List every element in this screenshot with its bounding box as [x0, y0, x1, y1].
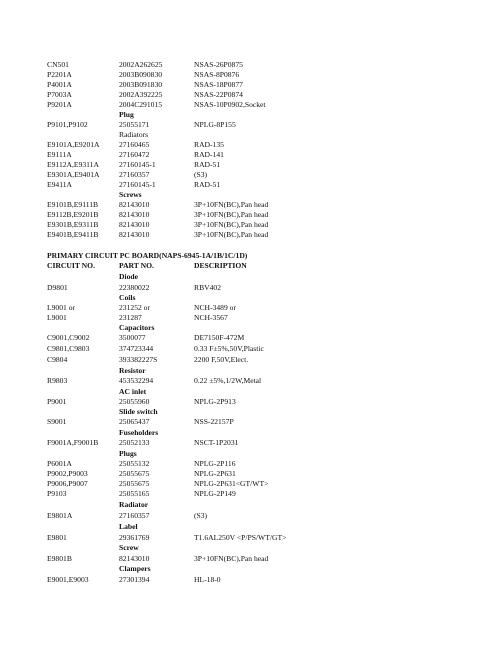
- part-row: [0, 210, 500, 220]
- category-heading: [0, 522, 500, 532]
- part-row: [0, 90, 500, 100]
- part-row: [0, 511, 500, 521]
- part-no: 27160465: [119, 140, 150, 149]
- part-row: [0, 479, 500, 489]
- description: T1.6AL250V <P/PS/WT/GT>: [194, 533, 287, 542]
- part-row: [0, 438, 500, 448]
- description: RBV402: [194, 283, 222, 292]
- description: NPLG-2P913: [194, 397, 236, 406]
- circuit-no: P9002,P9003: [47, 469, 88, 478]
- category-heading: [0, 366, 500, 376]
- part-no: 82143010: [119, 220, 150, 229]
- circuit-no: E9111A: [47, 150, 72, 159]
- part-no: 22380022: [119, 283, 150, 292]
- circuit-no: E9411A: [47, 180, 73, 189]
- description: 0.33 F±5%,50V,Plastic: [194, 344, 264, 353]
- part-no: 393382227S: [119, 355, 158, 364]
- header-description: DESCRIPTION: [194, 261, 247, 270]
- part-no: 27301394: [119, 575, 150, 584]
- category-heading: [0, 110, 500, 120]
- category-label: Resistor: [119, 366, 146, 375]
- category-label: Clampers: [119, 564, 151, 573]
- category-label: Plug: [119, 110, 134, 119]
- part-row: [0, 160, 500, 170]
- part-row: [0, 283, 500, 293]
- circuit-no: E9101A,E9201A: [47, 140, 100, 149]
- category-label: Diode: [119, 272, 138, 281]
- circuit-no: P6001A: [47, 459, 72, 468]
- circuit-no: P7003A: [47, 90, 72, 99]
- part-row: [0, 344, 500, 354]
- part-no: 2004C291015: [119, 100, 163, 109]
- circuit-no: P9101,P9102: [47, 120, 88, 129]
- part-no: 231252 or: [119, 303, 151, 312]
- circuit-no: P9006,P9007: [47, 479, 88, 488]
- description: 0.22 ±5%,1/2W,Metal: [194, 376, 262, 385]
- category-heading: [0, 428, 500, 438]
- part-no: 2003B090830: [119, 70, 163, 79]
- part-no: 374723344: [119, 344, 154, 353]
- part-no: 25055165: [119, 489, 150, 498]
- description: NSAS-26P0875: [194, 60, 243, 69]
- circuit-no: F9001A,F9001B: [47, 438, 99, 447]
- part-no: 25065437: [119, 417, 150, 426]
- description: 3P+10FN(BC),Pan head: [194, 230, 269, 239]
- description: RAD-51: [194, 160, 221, 169]
- circuit-no: E9112A,E9311A: [47, 160, 99, 169]
- part-row: [0, 376, 500, 386]
- category-heading: [0, 272, 500, 282]
- header-circuit-no: CIRCUIT NO.: [47, 261, 95, 270]
- circuit-no: C9801,C9803: [47, 344, 90, 353]
- circuit-no: C9804: [47, 355, 68, 364]
- description: HL-18-0: [194, 575, 221, 584]
- circuit-no: P4001A: [47, 80, 72, 89]
- part-no: 27160145-1: [119, 180, 156, 189]
- category-label: Radiators: [119, 130, 149, 139]
- description: 3P+10FN(BC),Pan head: [194, 554, 269, 563]
- part-row: [0, 150, 500, 160]
- category-heading: [0, 387, 500, 397]
- part-no: 27160145-1: [119, 160, 156, 169]
- part-row: [0, 489, 500, 499]
- part-row: [0, 533, 500, 543]
- part-no: 453532294: [119, 376, 154, 385]
- part-row: [0, 60, 500, 70]
- part-no: 27160357: [119, 170, 150, 179]
- circuit-no: R9803: [47, 376, 68, 385]
- circuit-no: L9001: [47, 313, 67, 322]
- part-row: [0, 313, 500, 323]
- part-row: [0, 355, 500, 365]
- part-no: 82143010: [119, 554, 150, 563]
- part-no: 2002A262625: [119, 60, 163, 69]
- category-label: Capacitors: [119, 323, 155, 332]
- circuit-no: E9401B,E9411B: [47, 230, 99, 239]
- part-row: [0, 303, 500, 313]
- circuit-no: E9001,E9003: [47, 575, 89, 584]
- description: NPLG-2P149: [194, 489, 236, 498]
- part-row: [0, 417, 500, 427]
- part-row: [0, 140, 500, 150]
- part-row: [0, 397, 500, 407]
- part-no: 82143010: [119, 210, 150, 219]
- circuit-no: E9101B,E9111B: [47, 200, 99, 209]
- category-label: Fuseholders: [119, 428, 159, 437]
- category-heading: [0, 543, 500, 553]
- category-label: Slide switch: [119, 407, 158, 416]
- description: NPLG-2P116: [194, 459, 236, 468]
- section-title: PRIMARY CIRCUIT PC BOARD(NAPS-6945-1A/1B/1C/1D): [47, 251, 248, 260]
- category-heading: [0, 449, 500, 459]
- category-label: Coils: [119, 293, 136, 302]
- part-row: [0, 333, 500, 343]
- description: 2200 F,50V,Elect.: [194, 355, 249, 364]
- part-no: 25052133: [119, 438, 150, 447]
- part-no: 231287: [119, 313, 142, 322]
- description: NPLG-2P631: [194, 469, 236, 478]
- part-no: 25055960: [119, 397, 150, 406]
- circuit-no: E9301B,E9311B: [47, 220, 99, 229]
- category-heading: [0, 407, 500, 417]
- description: NSAS-22P0874: [194, 90, 243, 99]
- description: 3P+10FN(BC),Pan head: [194, 200, 269, 209]
- description: NCH-3489 or: [194, 303, 236, 312]
- circuit-no: S9001: [47, 417, 67, 426]
- description: RAD-141: [194, 150, 224, 159]
- description: RAD-135: [194, 140, 224, 149]
- category-label: AC inlet: [119, 387, 147, 396]
- description: (S3): [194, 170, 208, 179]
- part-no: 27160357: [119, 511, 150, 520]
- part-row: [0, 170, 500, 180]
- circuit-no: E9801: [47, 533, 67, 542]
- part-row: [0, 80, 500, 90]
- category-heading: [0, 130, 500, 140]
- description: 3P+10FN(BC),Pan head: [194, 210, 269, 219]
- circuit-no: E9801B: [47, 554, 72, 563]
- part-row: [0, 120, 500, 130]
- part-no: 25055171: [119, 120, 150, 129]
- category-label: Plugs: [119, 449, 137, 458]
- description: (S3): [194, 511, 208, 520]
- category-label: Screws: [119, 190, 142, 199]
- header-part-no: PART NO.: [119, 261, 154, 270]
- circuit-no: D9801: [47, 283, 68, 292]
- part-row: [0, 180, 500, 190]
- category-label: Label: [119, 522, 138, 531]
- description: NSAS-18P0877: [194, 80, 243, 89]
- description: DE7150F-472M: [194, 333, 245, 342]
- part-no: 3500077: [119, 333, 146, 342]
- circuit-no: P2201A: [47, 70, 72, 79]
- part-no: 25055675: [119, 469, 150, 478]
- description: NSS-22157P: [194, 417, 234, 426]
- circuit-no: CN501: [47, 60, 69, 69]
- description: NSAS-8P0876: [194, 70, 240, 79]
- column-headers: [0, 261, 500, 271]
- circuit-no: L9001 or: [47, 303, 76, 312]
- part-no: 2002A392225: [119, 90, 163, 99]
- part-row: [0, 220, 500, 230]
- description: NSAS-10P0902,Socket: [194, 100, 266, 109]
- description: 3P+10FN(BC),Pan head: [194, 220, 269, 229]
- description: NPLG-2P631<GT/WT>: [194, 479, 269, 488]
- circuit-no: E9801A: [47, 511, 73, 520]
- category-heading: [0, 564, 500, 574]
- part-row: [0, 575, 500, 585]
- category-label: Screw: [119, 543, 139, 552]
- part-row: [0, 200, 500, 210]
- circuit-no: E9301A,E9401A: [47, 170, 100, 179]
- description: NCH-3567: [194, 313, 228, 322]
- part-row: [0, 230, 500, 240]
- category-heading: [0, 500, 500, 510]
- part-row: [0, 459, 500, 469]
- part-no: 29361769: [119, 533, 150, 542]
- circuit-no: E9112B,E9201B: [47, 210, 99, 219]
- category-label: Radiator: [119, 500, 149, 509]
- part-no: 25055675: [119, 479, 150, 488]
- part-no: 2003B091830: [119, 80, 163, 89]
- part-no: 82143010: [119, 230, 150, 239]
- part-row: [0, 554, 500, 564]
- part-no: 82143010: [119, 200, 150, 209]
- part-no: 27160472: [119, 150, 150, 159]
- category-heading: [0, 190, 500, 200]
- part-row: [0, 70, 500, 80]
- part-no: 25055132: [119, 459, 150, 468]
- circuit-no: P9103: [47, 489, 67, 498]
- category-heading: [0, 293, 500, 303]
- circuit-no: P9001: [47, 397, 67, 406]
- description: RAD-51: [194, 180, 221, 189]
- part-row: [0, 469, 500, 479]
- category-heading: [0, 323, 500, 333]
- description: NPLG-8P155: [194, 120, 236, 129]
- circuit-no: P9201A: [47, 100, 72, 109]
- circuit-no: C9001,C9002: [47, 333, 90, 342]
- part-row: [0, 100, 500, 110]
- description: NSCT-1P2031: [194, 438, 239, 447]
